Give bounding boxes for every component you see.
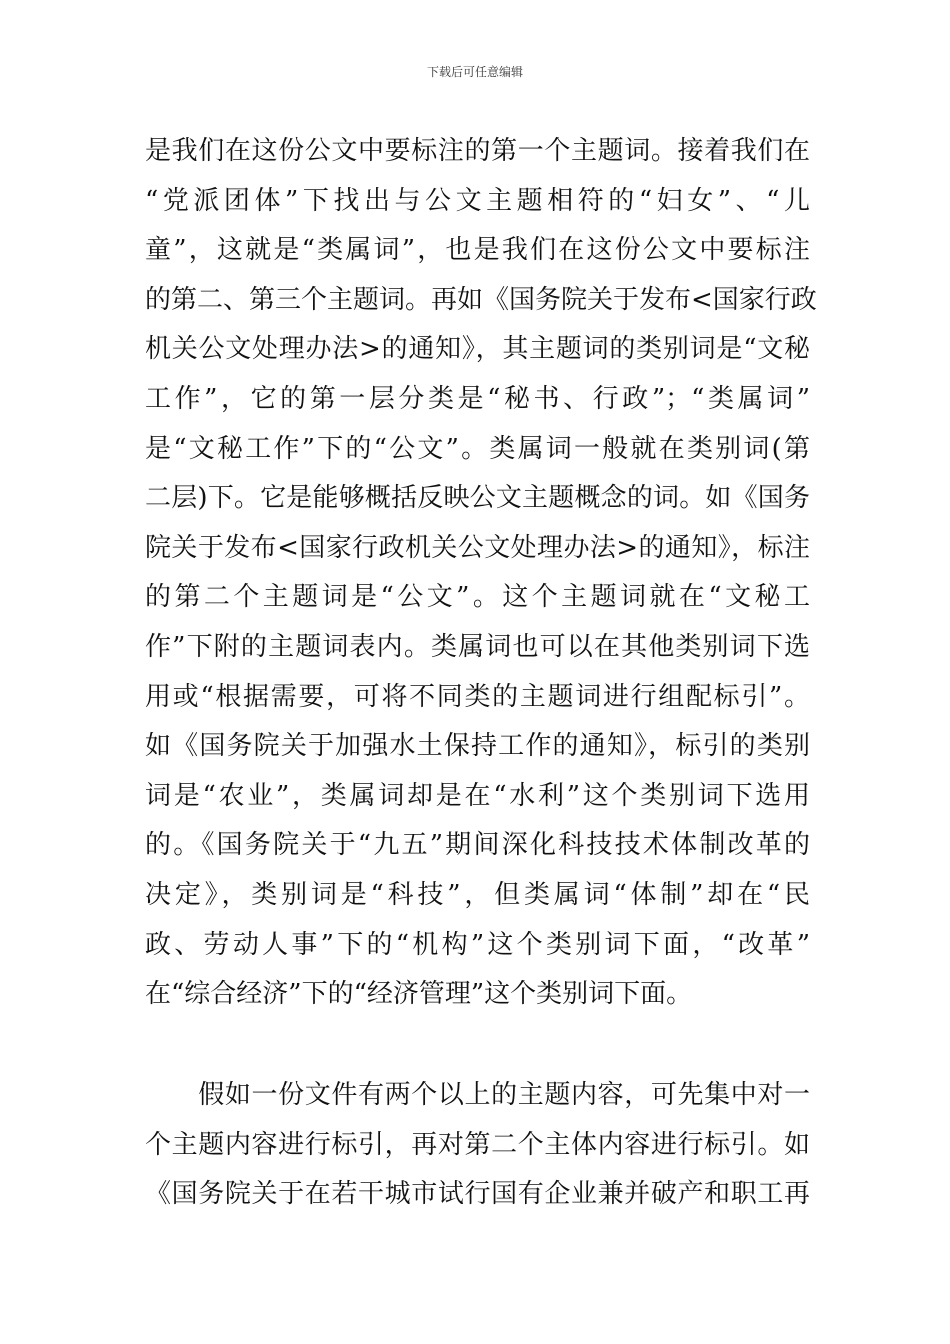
text-line: 机关公文处理办法>的通知》，其主题词的类别词是“文秘 bbox=[145, 334, 810, 365]
paragraph-2 bbox=[145, 1071, 810, 1220]
text-line: 作”下附的主题词表内。类属词也可以在其他类别词下选 bbox=[145, 631, 810, 662]
text-line: 用或“根据需要，可将不同类的主题词进行组配标引”。 bbox=[145, 681, 810, 712]
text-line: 在“综合经济”下的“经济管理”这个类别词下面。 bbox=[145, 979, 693, 1010]
text-line: 是“文秘工作”下的“公文”。类属词一般就在类别词(第 bbox=[145, 433, 810, 464]
paragraph-1 bbox=[145, 127, 817, 1020]
text-line: 词是“农业”，类属词却是在“水利”这个类别词下选用 bbox=[145, 780, 810, 811]
text-line: 院关于发布<国家行政机关公文处理办法>的通知》，标注 bbox=[145, 532, 810, 563]
text-line: 的第二、第三个主题词。再如《国务院关于发布<国家行政 bbox=[145, 284, 817, 315]
text-line: 个主题内容进行标引，再对第二个主体内容进行标引。如 bbox=[145, 1129, 810, 1160]
text-line: 二层)下。它是能够概括反映公文主题概念的词。如《国务 bbox=[145, 483, 810, 514]
text-line: 是我们在这份公文中要标注的第一个主题词。接着我们在 bbox=[145, 136, 810, 166]
text-line: 《国务院关于在若干城市试行国有企业兼并破产和职工再 bbox=[145, 1179, 810, 1210]
text-line: 假如一份文件有两个以上的主题内容，可先集中对一 bbox=[145, 1080, 810, 1110]
page-header: 下载后可任意编辑 bbox=[426, 65, 523, 79]
text-line: 政、劳动人事”下的“机构”这个类别词下面，“改革” bbox=[145, 929, 810, 960]
text-line: 工作”，它的第一层分类是“秘书、行政”；“类属词” bbox=[145, 383, 810, 414]
text-line: “党派团体”下找出与公文主题相符的“妇女”、“儿 bbox=[145, 185, 810, 216]
text-line: 决定》，类别词是“科技”，但类属词“体制”却在“民 bbox=[145, 879, 810, 910]
text-line: 的。《国务院关于“九五”期间深化科技技术体制改革的 bbox=[145, 830, 810, 861]
text-line: 如《国务院关于加强水土保持工作的通知》，标引的类别 bbox=[145, 731, 810, 762]
text-line: 童”，这就是“类属词”，也是我们在这份公文中要标注 bbox=[145, 235, 810, 266]
text-line: 的第二个主题词是“公文”。这个主题词就在“文秘工 bbox=[145, 582, 810, 613]
